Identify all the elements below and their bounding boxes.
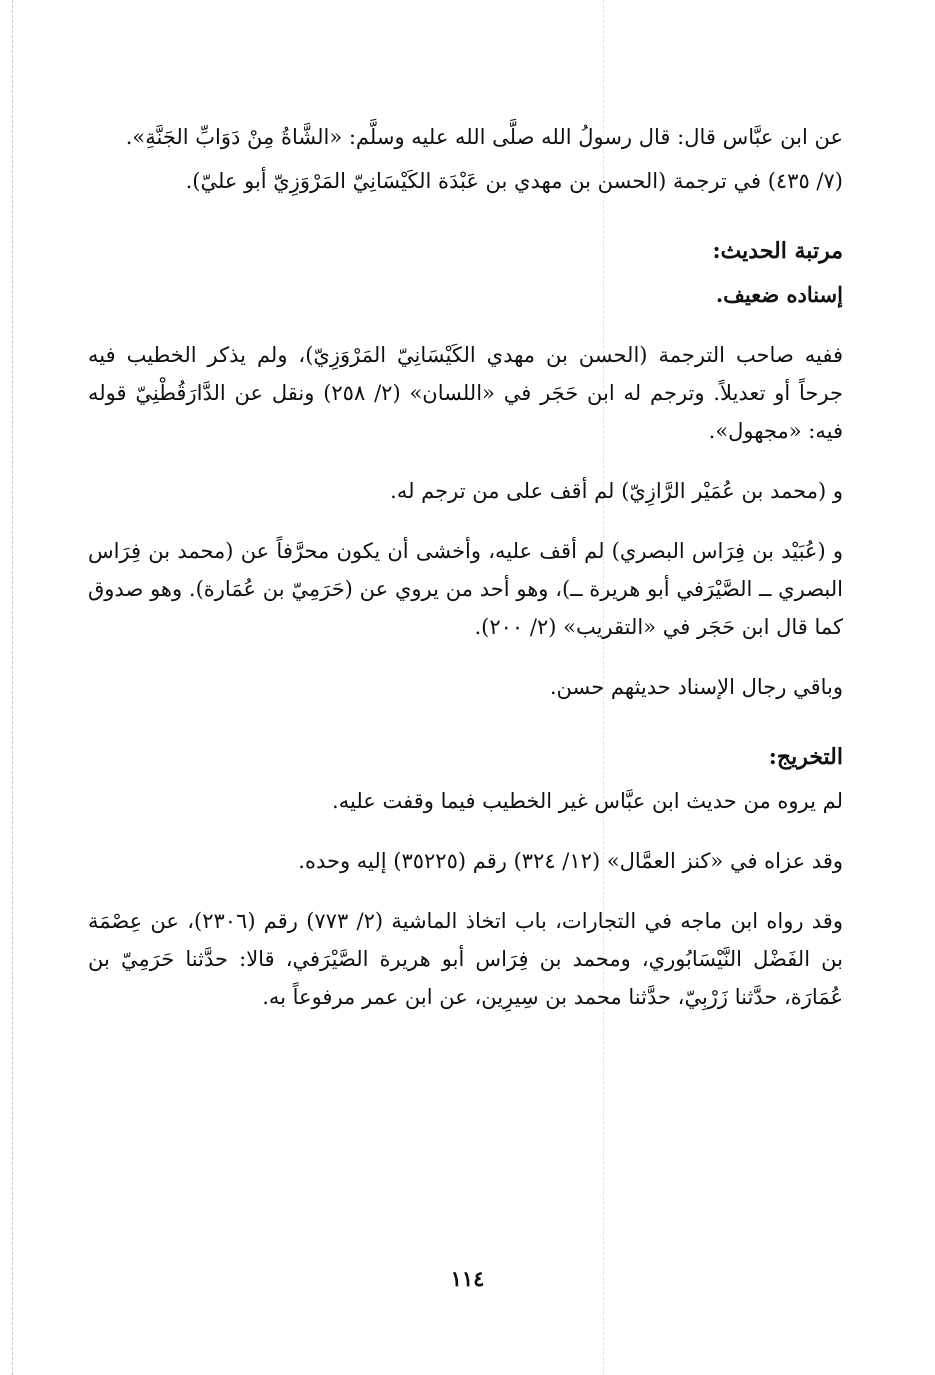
takhrij-paragraph-1: لم يروه من حديث ابن عبَّاس غير الخطيب فيما وقفت عليه. — [332, 789, 843, 813]
narrator-paragraph-3: و (عُبَيْد بن فِرَاس البصري) لم أقف عليه، وأخشى أن يكون محرَّفاً عن (محمد بن فِرَاس البصري ــ الصَّيْرَفي أبو هريرة ــ)، وهو أحد من يروي عن (حَرَمِيّ بن عُمَارة). وهو صدوق كما قال ابن حَجَر في «التقريب» (٢/ ٢٠٠). — [88, 539, 843, 639]
text-body — [88, 118, 843, 1016]
narrator-paragraph-4: وباقي رجال الإسناد حديثهم حسن. — [549, 675, 843, 699]
isnad-verdict: إسناده ضعيف. — [715, 282, 843, 307]
page-number: ١١٤ — [450, 1266, 485, 1291]
hadith-text: عن ابن عبَّاس قال: قال رسولُ الله صلَّى الله عليه وسلَّم: «الشَّاةُ مِنْ دَوَابِّ الجَنَّةِ». — [125, 125, 843, 149]
reference-paragraph: (٧/ ٤٣٥) في ترجمة (الحسن بن مهدي بن عَبْدَة الكَيْسَانِيّ المَرْوَزِيّ أبو عليّ). — [185, 169, 843, 193]
narrator-paragraph-1: ففيه صاحب الترجمة (الحسن بن مهدي الكَيْسَانِيّ المَرْوَزِيّ)، ولم يذكر الخطيب فيه جرحاً أو تعديلاً. وترجم له ابن حَجَر في «اللسان» (٢/ ٢٥٨) ونقل عن الدَّارَقُطْنِيّ قوله فيه: «مجهول». — [88, 343, 843, 443]
takhrij-paragraph-2: وقد عزاه في «كنز العمَّال» (١٢/ ٣٢٤) رقم (٣٥٢٢٥) إليه وحده. — [298, 849, 843, 873]
narrator-paragraph-2: و (محمد بن عُمَيْر الرَّازِيّ) لم أقف على من ترجم له. — [390, 479, 843, 503]
heading-hadith-rank: مرتبة الحديث: — [712, 238, 843, 264]
scan-edge-line — [12, 0, 13, 1375]
takhrij-paragraph-3: وقد رواه ابن ماجه في التجارات، باب اتخاذ الماشية (٢/ ٧٧٣) رقم (٢٣٠٦)، عن عِصْمَة بن الفَضْل النَّيْسَابُوري، ومحمد بن فِرَاس أبو هريرة الصَّيْرَفي، قالا: حدَّثنا حَرَمِيّ بن عُمَارَة، حدَّثنا زَرْبِيّ، حدَّثنا محمد بن سِيرِين، عن ابن عمر مرفوعاً به. — [88, 909, 843, 1009]
heading-takhrij: التخريج: — [768, 744, 843, 770]
